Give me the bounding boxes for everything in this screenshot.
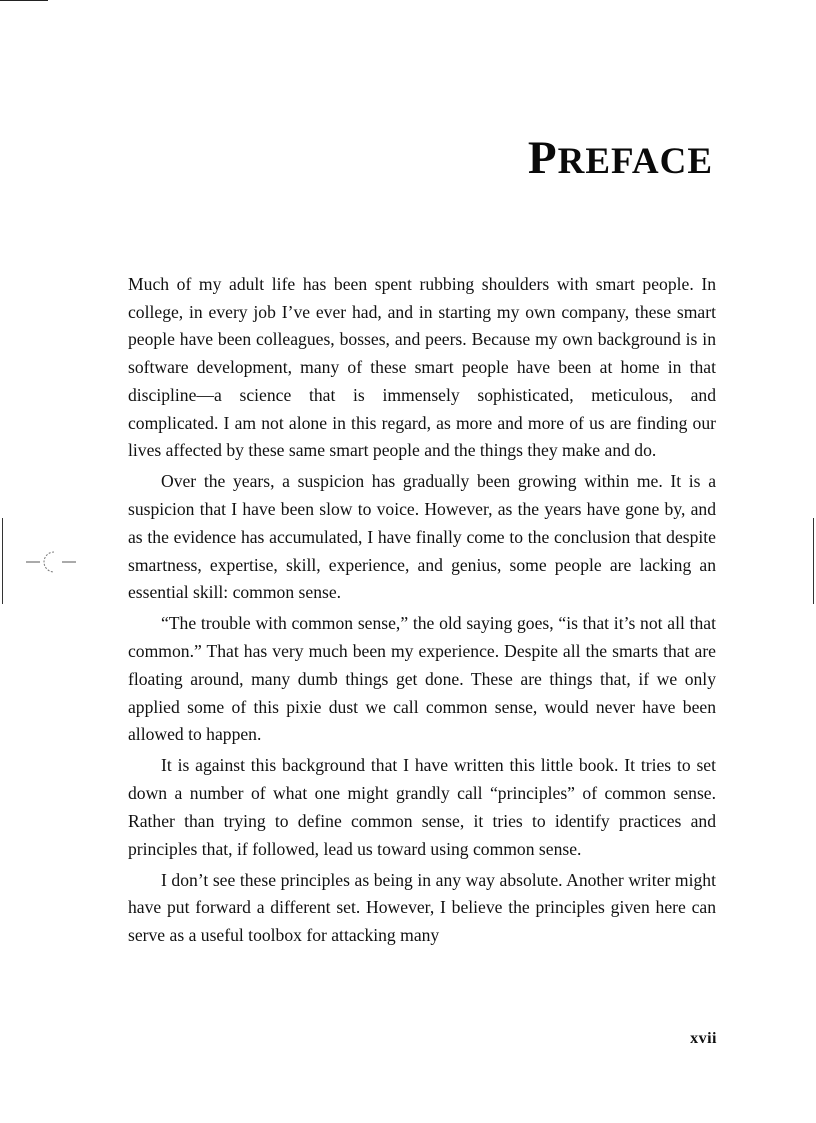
page-number: xvii [690, 1030, 717, 1047]
paragraph: I don’t see these principles as being in any way absolute. Another writer might have put forward a different set. However, I believe the principles given here can serve as a useful toolbox for attacking many [128, 869, 716, 946]
chapter-title-rest: REFACE [557, 141, 713, 182]
paragraph: Much of my adult life has been spent rubbing shoulders with smart people. In college, in every job I’ve ever had, and in starting my own company, these smart people have been colleagues, bosses, and peers. Because my own background is in software development, many of these smart people have been at home in that discipline—a science that is immensely sophisticated, meticulous, and complicated. I am not alone in this regard, as more and more of us are finding our lives affected by these same smart people and the things they make and do. [128, 274, 716, 461]
chapter-title [528, 130, 713, 190]
paragraph: Over the years, a suspicion has gradually been growing within me. It is a suspicion that I have been slow to voice. However, as the years have gone by, and as the evidence has accumulated, I have finally come to the conclusion that despite smartness, expertise, skill, experience, and genius, some people are lacking an essential skill: common sense. [128, 471, 716, 603]
paragraph: “The trouble with common sense,” the old saying goes, “is that it’s not all that common.” That has very much been my experience. Despite all the smarts that are floating around, many dumb things get done. These are things that, if we only applied some of this pixie dust we call common sense, would never have been allowed to happen. [128, 613, 716, 745]
crop-mark-top [0, 0, 48, 1]
body-text [128, 271, 716, 950]
registration-line-left [2, 518, 3, 604]
paragraph: It is against this background that I have written this little book. It tries to set down a number of what one might grandly call “principles” of common sense. Rather than trying to define common sense, it tries to identify practices and principles that, if followed, lead us toward using common sense. [128, 755, 716, 859]
registration-mark-icon [26, 548, 78, 576]
registration-line-right [813, 518, 814, 604]
chapter-title-initial: P [527, 132, 558, 184]
